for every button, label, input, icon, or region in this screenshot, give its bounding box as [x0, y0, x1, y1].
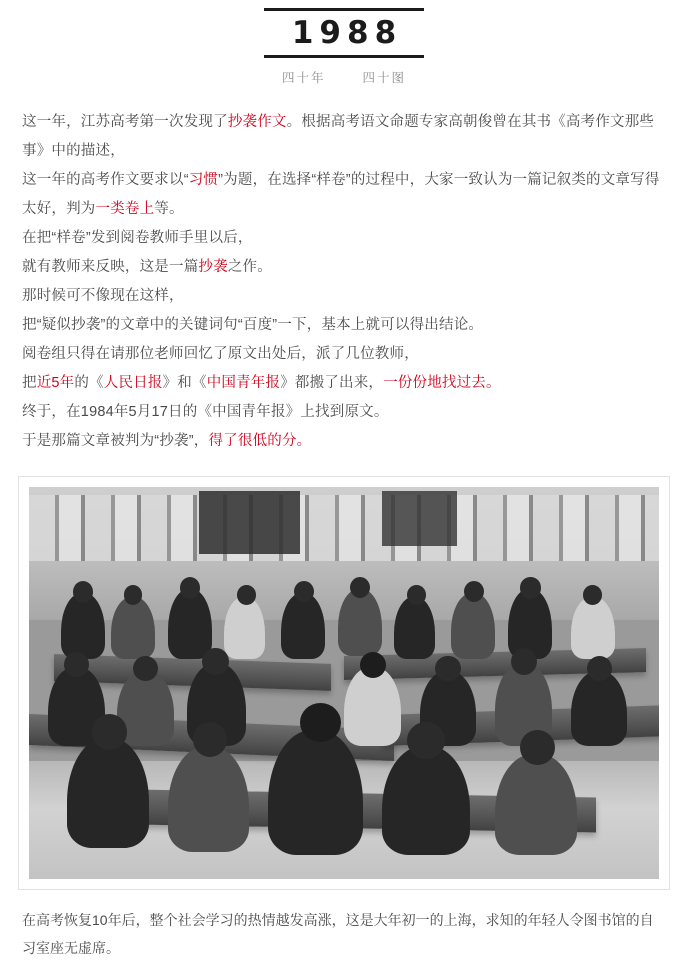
body-text: 》和《: [162, 375, 207, 391]
photo-person: [338, 589, 382, 656]
photo-person: [67, 738, 149, 848]
photo-person-head: [300, 703, 341, 742]
photo-person-head: [587, 656, 612, 681]
page-title: 1988: [291, 15, 403, 51]
photo-person-head: [407, 585, 426, 605]
photo-person: [344, 667, 401, 745]
photo-person-head: [73, 581, 93, 603]
photo-person-head: [202, 648, 228, 675]
photo-person: [224, 597, 265, 660]
photo-person-head: [237, 585, 256, 605]
highlighted-text: 习惯: [188, 172, 219, 188]
photo-person: [111, 597, 155, 660]
library-photo: [29, 487, 659, 879]
photo-person-head: [464, 581, 484, 602]
article-body: [22, 108, 666, 456]
article-paragraph: [22, 253, 666, 282]
photo-person: [268, 730, 363, 855]
photo-dark-panel-right: [382, 491, 458, 546]
highlighted-text: 一类卷上: [95, 201, 155, 217]
photo-person: [571, 597, 615, 660]
article-paragraph: [22, 398, 666, 427]
highlighted-text: 抄袭: [198, 259, 228, 275]
body-text: 那时候可不像现在这样，: [22, 288, 184, 304]
highlighted-text: 人民日报: [103, 375, 163, 391]
photo-dark-panel-left: [199, 491, 300, 554]
body-text: 把: [22, 375, 37, 391]
photo-person-head: [435, 656, 460, 681]
photo-person-head: [407, 722, 445, 759]
body-text: 》都搬了出来，: [280, 375, 384, 391]
body-text: 这一年的高考作文要求以“: [22, 172, 189, 188]
page-header: [0, 0, 688, 86]
body-text: 把“疑似抄袭”的文章中的关键词句“百度”一下，基本上就可以得出结论。: [22, 317, 484, 333]
body-text: 在把“样卷”发到阅卷教师手里以后，: [22, 230, 253, 246]
body-text: 于是那篇文章被判为“抄袭”，: [22, 433, 209, 449]
photo-window-band: [29, 495, 659, 562]
photo-person-head: [294, 581, 314, 602]
article-paragraph: [22, 166, 666, 224]
photo-figure: [18, 476, 670, 890]
photo-person-head: [520, 730, 555, 765]
photo-person-head: [64, 652, 89, 677]
highlighted-text: 一份份地找过去。: [383, 375, 501, 391]
body-text: 之作。: [227, 259, 272, 275]
body-text: ”为题，在选择“样卷”的过程中，大家一致认为一篇记叙类的文章写得太好，判为: [22, 172, 660, 217]
article-paragraph: [22, 369, 666, 398]
body-text: 阅卷组只得在请那位老师回忆了原文出处后，派了几位教师，: [22, 346, 419, 362]
subtitle-right: 四十图: [362, 71, 406, 85]
photo-person: [571, 671, 628, 745]
photo-person: [61, 593, 105, 660]
article-paragraph: [22, 427, 666, 456]
highlighted-text: 中国青年报: [206, 375, 281, 391]
subtitle: [0, 68, 688, 86]
subtitle-left: 四十年: [282, 71, 326, 85]
photo-caption: 在高考恢复10年后，整个社会学习的热情越发高涨，这是大年初一的上海，求知的年轻人令图书馆的自习室座无虚席。: [22, 912, 654, 956]
article-paragraph: [22, 311, 666, 340]
article-paragraph: [22, 108, 666, 166]
photo-person-head: [92, 714, 127, 749]
body-text: 。根据高考语文命题专家高朝俊曾在其书《高考作文那些事》中的描述，: [22, 114, 655, 159]
photo-person: [451, 593, 495, 660]
photo-person: [281, 593, 325, 660]
photo-person-head: [520, 577, 540, 599]
body-text: 的《: [74, 375, 104, 391]
photo-person-head: [133, 656, 158, 681]
photo-person: [382, 746, 470, 856]
highlighted-text: 抄袭作文: [227, 114, 287, 130]
photo-person-head: [583, 585, 602, 605]
article-paragraph: [22, 340, 666, 369]
title-bottom-rule: [264, 55, 424, 58]
photo-person: [394, 597, 435, 660]
photo-person-head: [124, 585, 143, 605]
body-text: 这一年，江苏高考第一次发现了: [22, 114, 228, 130]
highlighted-text: 得了很低的分。: [208, 433, 312, 449]
body-text: 就有教师来反映，这是一篇: [22, 259, 199, 275]
photo-person: [168, 589, 212, 660]
highlighted-text: 近5年: [36, 375, 75, 391]
article-paragraph: [22, 224, 666, 253]
photo-person: [495, 754, 577, 856]
article-paragraph: [22, 282, 666, 311]
photo-person-head: [180, 577, 200, 599]
body-text: 终于，在1984年5月17日的《中国青年报》上找到原文。: [22, 404, 389, 420]
body-text: 等。: [154, 201, 184, 217]
